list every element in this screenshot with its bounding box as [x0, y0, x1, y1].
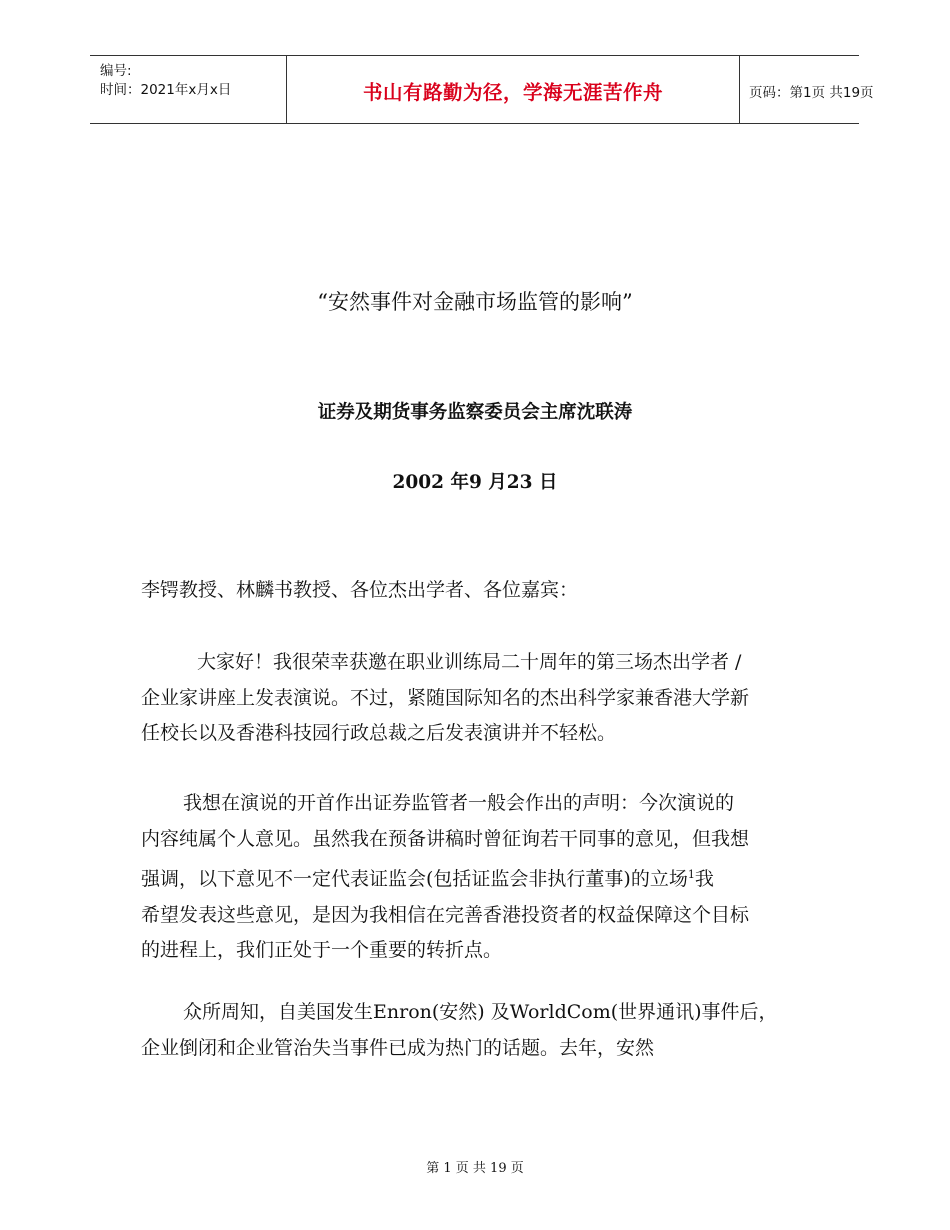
paragraph-line: 众所周知，自美国发生Enron(安然) 及WorldCom(世界通讯)事件后，	[183, 1001, 778, 1023]
paragraph-line-with-footnote	[141, 857, 831, 898]
paragraph-line: 我想在演说的开首作出证券监管者一般会作出的声明：今次演说的	[183, 792, 735, 814]
header-page-cell	[740, 56, 874, 123]
paragraph-line: 的进程上，我们正处于一个重要的转折点。	[141, 939, 503, 961]
header-motto-cell	[287, 56, 740, 123]
paragraph-line: 企业倒闭和企业管治失当事件已成为热门的话题。去年，安然	[141, 1036, 655, 1059]
motto-text: 书山有路勤为径，学海无涯苦作舟	[362, 81, 663, 104]
header-meta-cell	[90, 56, 287, 123]
page-info: 页码：第1页 共19页	[749, 85, 874, 101]
line-text: 强调，以下意见不一定代表证监会(包括证监会非执行董事)的立场	[141, 868, 688, 890]
number-label: 编号:	[100, 63, 132, 79]
paragraph-1	[141, 645, 831, 752]
paragraph-line: 大家好！我很荣幸获邀在职业训练局二十周年的第三场杰出学者 /	[197, 651, 742, 673]
paragraph-line: 希望发表这些意见，是因为我相信在完善香港投资者的权益保障这个目标	[141, 903, 750, 926]
header-table	[90, 55, 874, 124]
speaker-line: 证券及期货事务监察委员会主席沈联涛	[317, 402, 633, 423]
footnote-ref[interactable]: 1	[687, 868, 695, 881]
paragraph-line: 任校长以及香港科技园行政总裁之后发表演讲并不轻松。	[141, 722, 617, 744]
page-footer: 第 1 页 共 19 页	[426, 1161, 524, 1176]
paragraph-3	[141, 995, 831, 1066]
paragraph-2	[141, 786, 831, 969]
document-title: “安然事件对金融市场监管的影响”	[317, 290, 633, 314]
line-text: 我	[694, 868, 714, 890]
paragraph-line: 内容纯属个人意见。虽然我在预备讲稿时曾征询若干同事的意见，但我想	[141, 827, 750, 850]
date-line: 2002 年9 月23 日	[392, 472, 558, 493]
time-label: 时间：2021年x月x日	[100, 82, 232, 98]
paragraph-line: 企业家讲座上发表演说。不过，紧随国际知名的杰出科学家兼香港大学新	[141, 686, 750, 709]
greeting: 李锷教授、林麟书教授、各位杰出学者、各位嘉宾：	[141, 579, 579, 601]
